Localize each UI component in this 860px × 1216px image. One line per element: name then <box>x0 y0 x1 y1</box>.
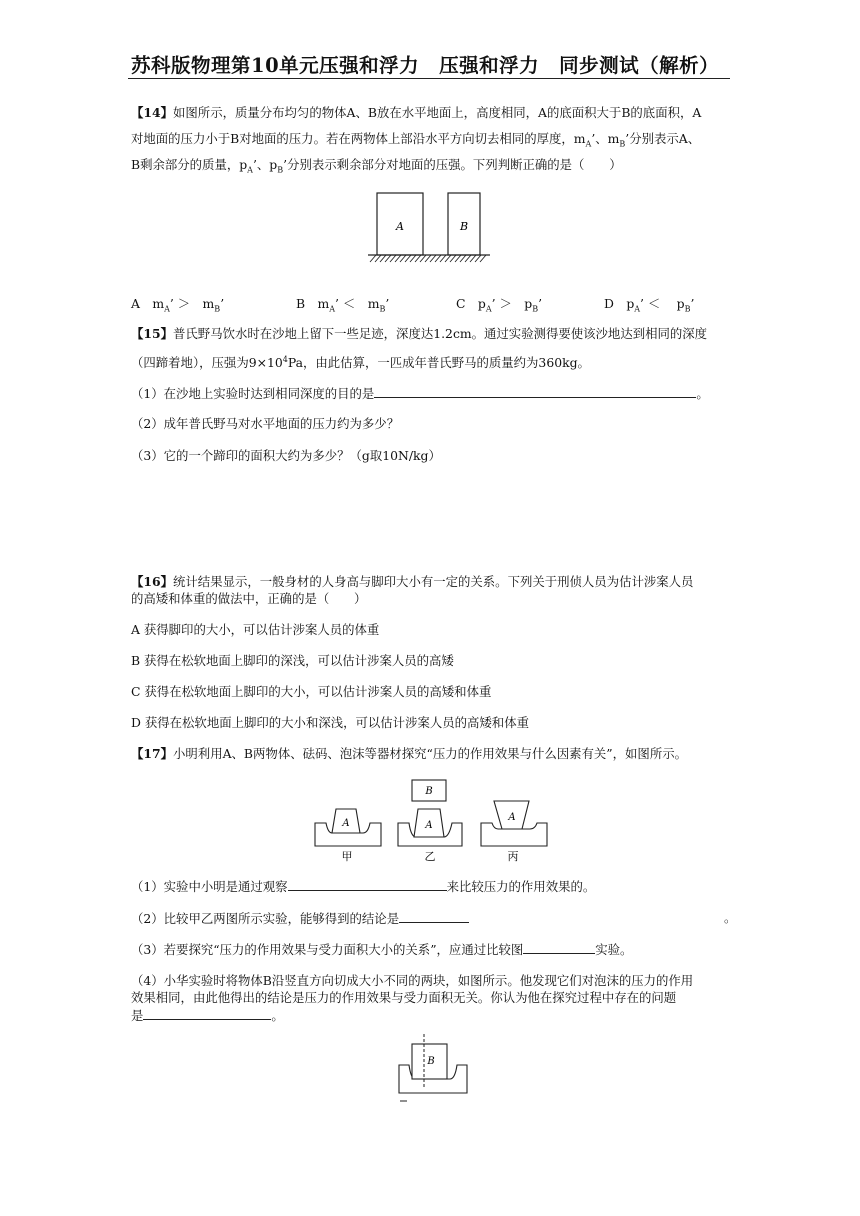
q14-number: 【14】 <box>131 105 174 120</box>
q17-sub3-blank[interactable] <box>523 941 595 954</box>
q14-text-3-mid: ’、p <box>252 157 278 172</box>
q14-option-b[interactable] <box>296 294 389 313</box>
block-b-split-label: B <box>427 1056 435 1067</box>
q17-sub1 <box>131 878 595 895</box>
q16-option-c[interactable]: C 获得在松软地面上脚印的大小，可以估计涉案人员的高矮和体重 <box>131 684 492 699</box>
block-a-2-label: A <box>425 820 433 831</box>
q14-sub-pa: A <box>247 165 253 175</box>
q14-option-d-sub2: B <box>684 304 691 314</box>
q14-option-d-sub1: A <box>634 304 641 314</box>
q15-sub1-text: （1）在沙地上实验时达到相同深度的目的是 <box>131 386 375 401</box>
q14-option-b-mid: ’ ＜ m <box>335 296 380 311</box>
q14-option-d-text: D p <box>604 296 635 311</box>
q14-figure <box>368 192 490 268</box>
q17-sub4-line2: 效果相同，由此他得出的结论是压力的作用效果与受力面积无关。你认为他在探究过程中存在的问题 <box>131 990 677 1005</box>
q14-sub-b: B <box>619 139 626 149</box>
q17-sub2-end: 。 <box>724 910 737 925</box>
q14-sub-a: A <box>585 139 592 149</box>
q14-option-c[interactable] <box>456 294 542 313</box>
q14-option-b-text: B m <box>296 296 330 311</box>
q14-sub-pb: B <box>277 165 284 175</box>
q14-line2 <box>131 131 700 152</box>
caption-1: 甲 <box>341 850 353 863</box>
q17-sub3-text: （3）若要探究“压力的作用效果与受力面积大小的关系”，应通过比较图 <box>131 942 524 957</box>
q17-sub2-blank[interactable] <box>399 910 469 923</box>
document-title: 苏科版物理第10单元压强和浮力 压强和浮力 同步测试（解析） <box>131 54 720 77</box>
caption-3: 丙 <box>507 850 519 863</box>
q14-text-3: B剩余部分的质量，p <box>131 157 248 172</box>
q15-text-2: （四蹄着地），压强为9×10 <box>131 355 283 371</box>
q14-option-d-mid: ’ ＜ p <box>640 296 685 311</box>
header-divider <box>128 78 730 79</box>
q15-sub1-blank[interactable] <box>374 385 696 398</box>
q17-sub2-text: （2）比较甲乙两图所示实验，能够得到的结论是 <box>131 911 400 926</box>
q14-text-2: 对地面的压力小于B对地面的压力。若在两物体上部沿水平方向切去相同的厚度，m <box>131 131 586 146</box>
q15-sub1-end: 。 <box>696 386 709 401</box>
q14-option-c-sub2: B <box>532 304 539 314</box>
q15-sup: 4 <box>282 355 288 364</box>
q14-option-a[interactable] <box>131 294 224 313</box>
q14-option-c-text: C p <box>456 296 486 311</box>
q14-option-a-sub2: B <box>214 304 221 314</box>
q14-option-b-end: ’ <box>385 296 390 311</box>
q15-line2 <box>131 352 590 371</box>
q16-option-d[interactable]: D 获得在松软地面上脚印的大小和深浅，可以估计涉案人员的高矮和体重 <box>131 715 529 730</box>
q17-sub1-end: 来比较压力的作用效果的。 <box>446 879 596 894</box>
block-b-2-label: B <box>425 786 433 797</box>
q17-sub1-text: （1）实验中小明是通过观察 <box>131 879 288 894</box>
q15-sub2: （2）成年普氏野马对水平地面的压力约为多少？ <box>131 416 400 431</box>
q17-sub3 <box>131 941 632 958</box>
q14-option-c-end: ’ <box>538 296 543 311</box>
block-a-3-label: A <box>508 812 516 823</box>
block-a-label: A <box>396 220 404 233</box>
q17-figure2 <box>397 1034 473 1104</box>
q17-sub4-line3 <box>131 1007 284 1024</box>
q17-sub1-blank[interactable] <box>288 878 447 891</box>
q15-sub1 <box>131 385 709 402</box>
q15-text-2-end: Pa，由此估算，一匹成年普氏野马的质量约为360kg。 <box>287 355 590 371</box>
caption-2: 乙 <box>424 850 436 863</box>
q16-text-1: 统计结果显示，一般身材的人身高与脚印大小有一定的关系。下列关于刑侦人员为估计涉案人员 <box>173 574 694 589</box>
q14-option-d[interactable] <box>604 294 694 313</box>
q17-line1 <box>131 746 687 762</box>
q14-text-1: 如图所示，质量分布均匀的物体A、B放在水平地面上，高度相同，A的底面积大于B的底面积，A <box>173 105 702 120</box>
q15-number: 【15】 <box>131 326 174 341</box>
q17-number: 【17】 <box>131 746 174 761</box>
q14-line1 <box>131 105 701 121</box>
q14-option-c-sub1: A <box>485 304 492 314</box>
q15-line1 <box>131 326 707 342</box>
q14-option-a-text: A m <box>131 296 165 311</box>
q14-text-2-end: ’分别表示A、 <box>625 131 701 146</box>
q14-option-b-sub2: B <box>379 304 386 314</box>
q17-text-1: 小明利用A、B两物体、砝码、泡沫等器材探究“压力的作用效果与什么因素有关”，如图所示。 <box>173 746 687 761</box>
block-a-1-label: A <box>342 818 350 829</box>
q14-text-3-end: ’分别表示剩余部分对地面的压强。下列判断正确的是（ ） <box>283 157 622 172</box>
q17-sub4-end: 。 <box>271 1008 284 1023</box>
q14-text-2-mid: ’、m <box>591 131 620 146</box>
q14-option-d-end: ’ <box>690 296 695 311</box>
q16-line2: 的高矮和体重的做法中，正确的是（ ） <box>131 591 367 606</box>
q17-sub4-line1: （4）小华实验时将物体B沿竖直方向切成大小不同的两块，如图所示。他发现它们对泡沫的压力的作用 <box>131 973 694 988</box>
q14-option-c-mid: ’ ＞ p <box>491 296 533 311</box>
q14-line3 <box>131 157 622 178</box>
q14-option-b-sub1: A <box>329 304 336 314</box>
q16-option-a[interactable]: A 获得脚印的大小，可以估计涉案人员的体重 <box>131 622 380 637</box>
q14-option-a-end: ’ <box>220 296 225 311</box>
q17-sub4-text: 是 <box>131 1008 144 1023</box>
q17-figure <box>314 776 554 862</box>
q15-sub3: （3）它的一个蹄印的面积大约为多少？（g取10N/kg） <box>131 448 441 463</box>
q15-text-1: 普氏野马饮水时在沙地上留下一些足迹，深度达1.2cm。通过实验测得要使该沙地达到相同的深度 <box>173 326 708 341</box>
q16-option-b[interactable]: B 获得在松软地面上脚印的深浅，可以估计涉案人员的高矮 <box>131 653 454 668</box>
ground-hatch <box>370 255 486 262</box>
q14-option-a-mid: ’ ＞ m <box>169 296 215 311</box>
block-b-label: B <box>459 220 469 233</box>
q16-line1 <box>131 574 693 590</box>
q17-sub3-end: 实验。 <box>595 942 633 957</box>
q14-option-a-sub1: A <box>164 304 170 314</box>
q16-number: 【16】 <box>131 574 174 589</box>
q17-sub2 <box>131 910 469 927</box>
q17-sub4-blank[interactable] <box>143 1007 271 1020</box>
